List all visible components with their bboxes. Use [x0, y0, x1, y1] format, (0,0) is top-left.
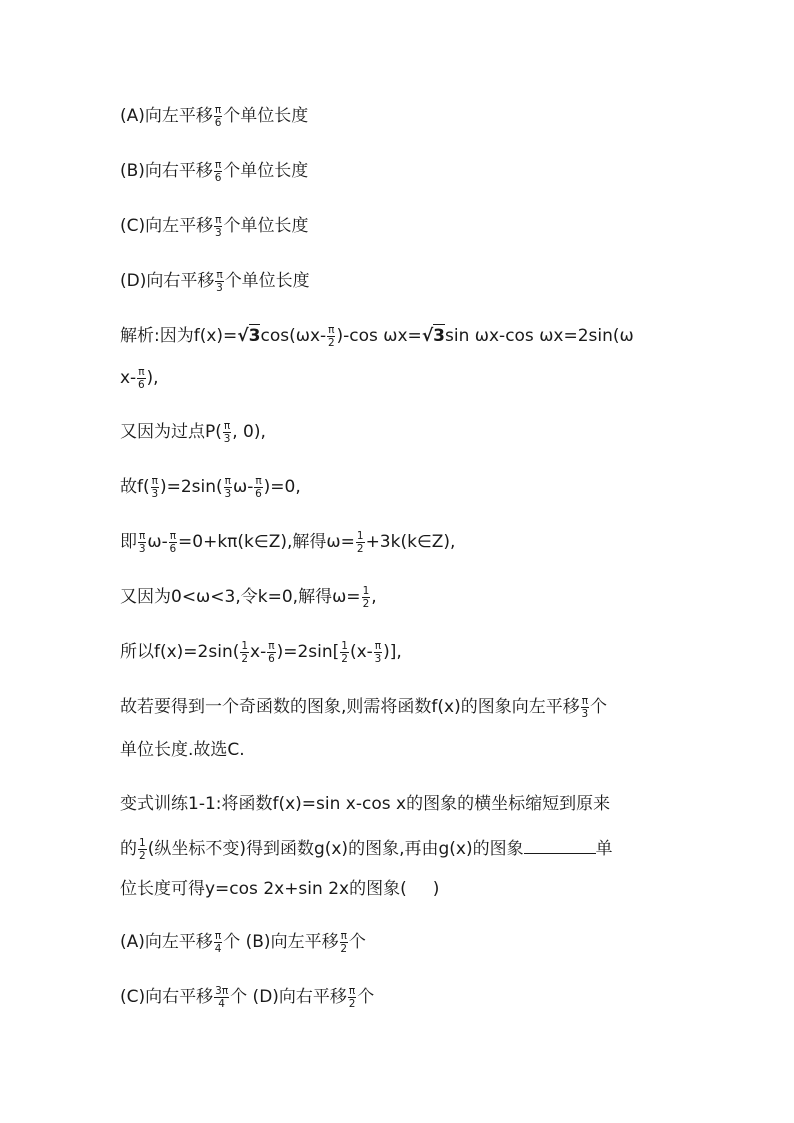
solution-line-6: 又因为0<ω<3,令k=0,解得ω= $\frac{1}{2}$ , [120, 584, 377, 610]
exercise-options-cd: (C)向右平移 $\frac{3\pi}{4}$ 个 (D)向右平移 $\frac{\pi}{2}$ 个 [120, 984, 375, 1010]
fraction: $\frac{\pi}{3}$ [214, 213, 222, 239]
exercise-line-2: 的 $\frac{1}{2}$ (纵坐标不变)得到函数g(x)的图象,再由g(x)的图象 单 [120, 836, 613, 862]
option-b: (B)向右平移 $\frac{\pi}{6}$ 个单位长度 [120, 158, 309, 184]
solution-line-9: 单位长度.故选C. [120, 740, 245, 760]
sqrt-symbol: √3 [237, 326, 261, 346]
option-a: (A)向左平移 $\frac{\pi}{6}$ 个单位长度 [120, 103, 309, 129]
fraction: $\frac{\pi}{6}$ [214, 158, 222, 184]
sqrt-symbol: √3 [421, 326, 445, 346]
solution-line-1: 解析:因为f(x)=√3cos(ωx- $\frac{\pi}{2}$ )-cos ωx=√3sin ωx-cos ωx=2sin(ω [120, 323, 634, 349]
fraction: $\frac{\pi}{6}$ [214, 103, 222, 129]
answer-blank [524, 835, 596, 854]
solution-line-4: 故f( $\frac{\pi}{3}$ )=2sin( $\frac{\pi}{3}$ ω- $\frac{\pi}{6}$ )=0, [120, 474, 301, 500]
option-d: (D)向右平移 $\frac{\pi}{3}$ 个单位长度 [120, 268, 310, 294]
option-c: (C)向左平移 $\frac{\pi}{3}$ 个单位长度 [120, 213, 309, 239]
solution-line-5: 即 $\frac{\pi}{3}$ ω- $\frac{\pi}{6}$ =0+kπ(k∈Z),解得ω= $\frac{1}{2}$ +3k(k∈Z), [120, 529, 456, 555]
fraction: $\frac{\pi}{3}$ [216, 268, 223, 294]
solution-line-3: 又因为过点P( $\frac{\pi}{3}$ , 0), [120, 419, 266, 445]
solution-line-7: 所以f(x)=2sin( $\frac{1}{2}$ x- $\frac{\pi}{6}$ )=2sin[ $\frac{1}{2}$ (x- $\frac{\pi}{3}$ )], [120, 639, 402, 665]
solution-line-8: 故若要得到一个奇函数的图象,则需将函数f(x)的图象向左平移 $\frac{\pi}{3}$ 个 [120, 694, 608, 720]
exercise-line-3: 位长度可得y=cos 2x+sin 2x的图象( ) [120, 879, 440, 899]
exercise-options-ab: (A)向左平移 $\frac{\pi}{4}$ 个 (B)向左平移 $\frac{\pi}{2}$ 个 [120, 929, 366, 955]
solution-line-2: x- $\frac{\pi}{6}$ ), [120, 365, 159, 391]
exercise-line-1: 变式训练1-1:将函数f(x)=sin x-cos x的图象的横坐标缩短到原来 [120, 794, 611, 814]
